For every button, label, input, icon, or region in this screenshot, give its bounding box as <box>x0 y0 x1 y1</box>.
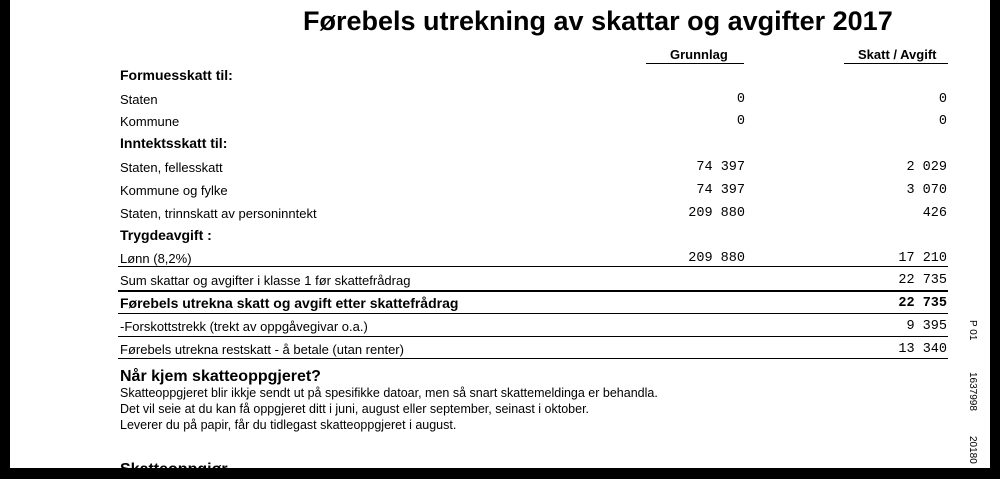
row-grunnlag: 209 880 <box>688 206 745 221</box>
page-title: Førebels utrekning av skattar og avgifter 2017 <box>303 6 893 36</box>
section-header-trygd: Trygdeavgift : <box>120 227 212 243</box>
section-header-formue: Formuesskatt til: <box>120 67 233 83</box>
rest-label: Førebels utrekna restskatt - å betale (utan renter) <box>120 342 404 357</box>
section-header-inntekt: Inntektsskatt til: <box>120 135 228 151</box>
row-skatt: 17 210 <box>898 251 947 266</box>
column-header-grunnlag: Grunnlag <box>670 47 728 62</box>
divider <box>118 313 948 314</box>
cut-off-heading: Skatteoppgjør... <box>120 461 241 478</box>
column-header-underline <box>646 63 744 64</box>
divider <box>118 358 948 359</box>
info-title: Når kjem skatteoppgjeret? <box>120 368 321 385</box>
row-label: Lønn (8,2%) <box>120 251 192 266</box>
document-page <box>10 0 990 478</box>
sum-label: Sum skattar og avgifter i klasse 1 før skattefrådrag <box>120 273 411 288</box>
row-grunnlag: 74 397 <box>696 160 745 175</box>
row-label: Staten <box>120 92 158 107</box>
forebels-label: Førebels utrekna skatt og avgift etter skattefrådrag <box>120 295 459 311</box>
row-label: Staten, fellesskatt <box>120 160 223 175</box>
divider <box>118 336 948 337</box>
info-line: Leverer du på papir, får du tidlegast skatteoppgjeret i august. <box>120 418 457 432</box>
row-label: Kommune <box>120 114 180 129</box>
column-header-skatt: Skatt / Avgift <box>858 47 937 62</box>
rest-value: 13 340 <box>898 342 947 357</box>
row-label: Kommune og fylke <box>120 183 228 198</box>
row-grunnlag: 74 397 <box>696 183 745 198</box>
forebels-value: 22 735 <box>898 296 947 311</box>
row-skatt: 0 <box>938 92 947 107</box>
forskott-value: 9 395 <box>906 319 947 334</box>
row-skatt: 3 070 <box>906 183 947 198</box>
divider-thick <box>118 290 948 292</box>
info-line: Skatteoppgjeret blir ikkje sendt ut på spesifikke datoar, men så snart skattemeldinga er behandla. <box>120 386 658 400</box>
forskott-label: -Forskottstrekk (trekt av oppgåvegivar o.a.) <box>120 319 368 334</box>
side-code-p: P 01 <box>967 320 978 341</box>
sum-value: 22 735 <box>898 273 947 288</box>
row-skatt: 0 <box>938 114 947 129</box>
row-label: Staten, trinnskatt av personinntekt <box>120 206 317 221</box>
row-skatt: 2 029 <box>906 160 947 175</box>
side-code-id: 1637998 <box>967 372 978 411</box>
side-code-date: 20180 <box>967 436 978 464</box>
info-line: Det vil seie at du kan få oppgjeret ditt i juni, august eller september, seinast i oktober. <box>120 402 590 416</box>
row-skatt: 426 <box>922 206 947 221</box>
column-header-underline <box>844 63 948 64</box>
row-grunnlag: 209 880 <box>688 251 745 266</box>
row-grunnlag: 0 <box>736 114 745 129</box>
divider <box>118 266 948 267</box>
row-grunnlag: 0 <box>736 92 745 107</box>
